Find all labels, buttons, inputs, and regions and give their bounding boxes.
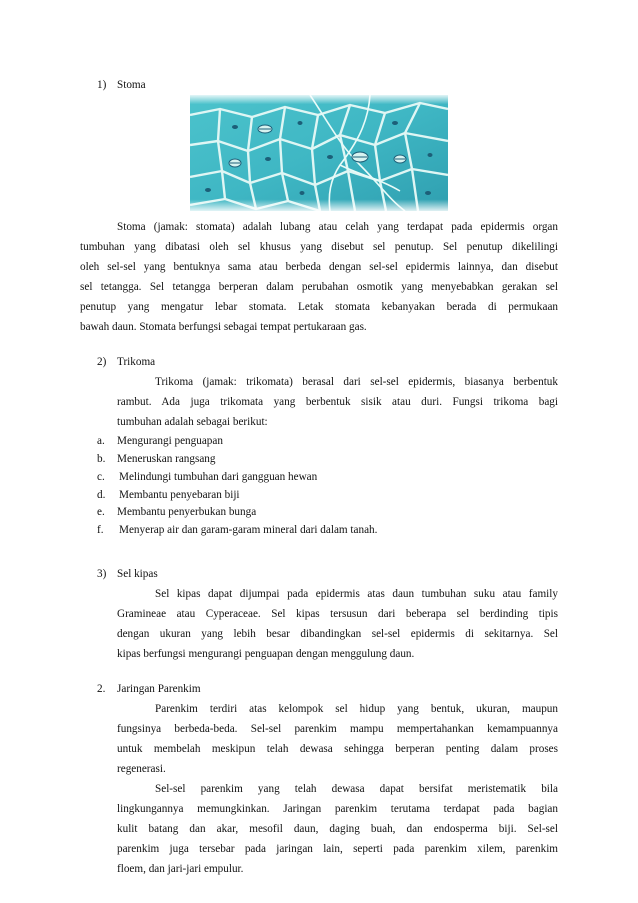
paragraph-line: dengan ukuran yang lebih besar dibandingkan sel-sel epidermis di sekitarnya. Sel [117,628,558,640]
paragraph-line: Parenkim terdiri atas kelompok sel hidup yang bentuk, ukuran, maupun [155,703,558,715]
list-marker: e. [97,506,105,518]
paragraph-line: penutup yang mengatur lebar stomata. Letak stomata kebanyakan berada di permukaan [80,301,558,313]
stomata-micrograph-icon [190,95,448,211]
paragraph-line: regenerasi. [117,763,166,775]
section-number: 1) [97,79,107,91]
paragraph-line: lingkungannya memungkinkan. Jaringan parenkim terutama terdapat pada bagian [117,803,558,815]
list-marker: f. [97,524,104,536]
list-item: Melindungi tumbuhan dari gangguan hewan [119,471,318,483]
list-item: Mengurangi penguapan [117,435,223,447]
list-item: Meneruskan rangsang [117,453,216,465]
section-number: 3) [97,568,107,580]
list-item: Membantu penyebaran biji [119,489,240,501]
list-item: Membantu penyerbukan bunga [117,506,257,518]
section-title: Jaringan Parenkim [117,683,201,695]
paragraph-line: Trikoma (jamak: trikomata) berasal dari sel-sel epidermis, biasanya berbentuk [155,376,558,388]
paragraph-line: untuk membelah meskipun telah dewasa sehingga berperan penting dalam proses [117,743,558,755]
paragraph-line: kulit batang dan akar, mesofil daun, daging buah, dan endosperma biji. Sel-sel [117,823,558,835]
paragraph-line: Stoma (jamak: stomata) adalah lubang atau celah yang terdapat pada epidermis organ [117,221,558,233]
paragraph-line: tumbuhan adalah sebagai berikut: [117,416,268,428]
list-item: Menyerap air dan garam-garam mineral dari dalam tanah. [119,524,378,536]
list-marker: b. [97,453,106,465]
section-number: 2. [97,683,106,695]
list-marker: a. [97,435,105,447]
paragraph-line: oleh sel-sel yang bentuknya sama atau berbeda dengan sel-sel epidermis lainnya, dan disebut [80,261,558,273]
section-title: Trikoma [117,356,156,368]
paragraph-line: sel tetangga. Sel tetangga berperan dalam perubahan osmotik yang menyebabkan gerakan sel [80,281,558,293]
section-title: Stoma [117,79,146,91]
paragraph-line: floem, dan jari-jari empulur. [117,863,244,875]
paragraph-line: rambut. Ada juga trikomata yang berbentuk sisik atau duri. Fungsi trikoma bagi [117,396,558,408]
paragraph-line: bawah daun. Stomata berfungsi sebagai tempat pertukaraan gas. [80,321,367,333]
section-number: 2) [97,356,107,368]
paragraph-line: kipas berfungsi mengurangi penguapan dengan menggulung daun. [117,648,415,660]
paragraph-line: Sel kipas dapat dijumpai pada epidermis atas daun tumbuhan suku atau family [155,588,558,600]
paragraph-line: Sel-sel parenkim yang telah dewasa dapat bersifat meristematik bila [155,783,558,795]
paragraph-line: fungsinya berbeda-beda. Sel-sel parenkim mampu mempertahankan kemampuannya [117,723,558,735]
paragraph-line: tumbuhan yang dibatasi oleh sel khusus yang disebut sel penutup. Sel penutup dikelilingi [80,241,558,253]
section-title: Sel kipas [117,568,158,580]
paragraph-line: parenkim juga tersebar pada jaringan lain, seperti pada parenkim xilem, parenkim [117,843,558,855]
paragraph-line: Gramineae atau Cyperaceae. Sel kipas tersusun dari beberapa sel berdinding tipis [117,608,558,620]
list-marker: c. [97,471,105,483]
list-marker: d. [97,489,106,501]
